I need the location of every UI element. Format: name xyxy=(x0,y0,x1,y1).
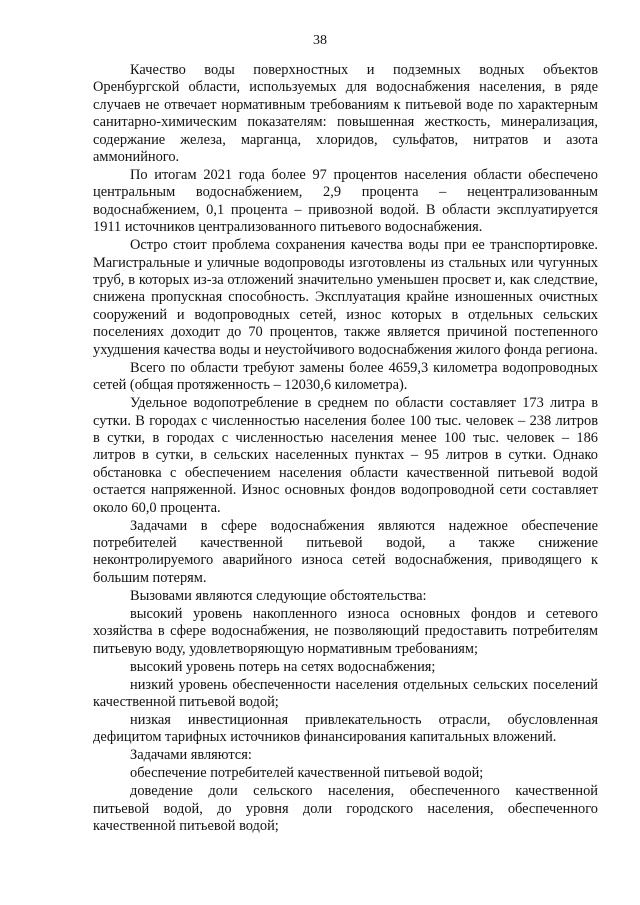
list-item: доведение доли сельского населения, обеспеченного качественной питьевой водой, до уровня доли городского населения, обеспеченного качественной питьевой водой; xyxy=(93,783,598,835)
list-item: высокий уровень потерь на сетях водоснабжения; xyxy=(130,658,436,675)
page-number: 38 xyxy=(313,33,327,48)
paragraph: По итогам 2021 года более 97 процентов населения области обеспечено центральным водоснабжением, 2,9 процента – нецентрализованным водоснабжением, 0,1 процента – привозной водой. В области эксплуатируется 1911 источников централизованного питьевого водоснабжения. xyxy=(93,167,598,236)
list-item: обеспечение потребителей качественной питьевой водой; xyxy=(130,765,484,782)
paragraph: Вызовами являются следующие обстоятельства: xyxy=(130,587,427,604)
paragraph: Качество воды поверхностных и подземных водных объектов Оренбургской области, используемых для водоснабжения населения, в ряде случаев не отвечает нормативным требованиям к питьевой воде по характерным санитарно-химическим показателям: повышенная жесткость, минерализация, содержание железа, марганца, хлоридов, сульфатов, нитратов и азота аммонийного. xyxy=(93,62,598,166)
paragraph: Задачами являются: xyxy=(130,747,252,764)
paragraph: Удельное водопотребление в среднем по области составляет 173 литра в сутки. В городах с численностью населения более 100 тыс. человек – 238 литров в сутки, в городах с численностью населения менее 100 тыс. человек – 186 литров в сутки, в сельских населенных пунктах – 95 литров в сутки. Однако обстановка с обеспечением населения области качественной питьевой водой остается напряженной. Износ основных фондов водопроводной сети составляет около 60,0 процента. xyxy=(93,395,598,516)
document-body xyxy=(93,62,598,836)
list-item: низкий уровень обеспеченности населения отдельных сельских поселений качественной питьевой водой; xyxy=(93,676,598,710)
list-item: низкая инвестиционная привлекательность отрасли, обусловленная дефицитом тарифных источников финансирования капитальных вложений. xyxy=(93,711,598,746)
paragraph: Всего по области требуют замены более 4659,3 километра водопроводных сетей (общая протяженность – 12030,6 километра). xyxy=(93,359,598,394)
paragraph: Задачами в сфере водоснабжения являются надежное обеспечение потребителей качественной питьевой водой, а также снижение неконтролируемого аварийного износа сетей водоснабжения, приводящего к большим потерям. xyxy=(93,517,598,586)
paragraph: Остро стоит проблема сохранения качества воды при ее транспортировке. Магистральные и уличные водопроводы изготовлены из стальных или чугунных труб, в которых из-за отложений значительно уменьшен просвет и, как следствие, снижена пропускная способность. Эксплуатация крайне изношенных очистных сооружений и водопроводных сетей, износ которых в отдельных сельских поселениях доходит до 70 процентов, также является причиной постепенного ухудшения качества воды и неустойчивого водоснабжения жилого фонда региона. xyxy=(93,237,598,358)
list-item: высокий уровень накопленного износа основных фондов и сетевого хозяйства в сфере водоснабжения, не позволяющий предоставить потребителям питьевую воду, удовлетворяющую нормативным требованиям; xyxy=(93,605,598,657)
